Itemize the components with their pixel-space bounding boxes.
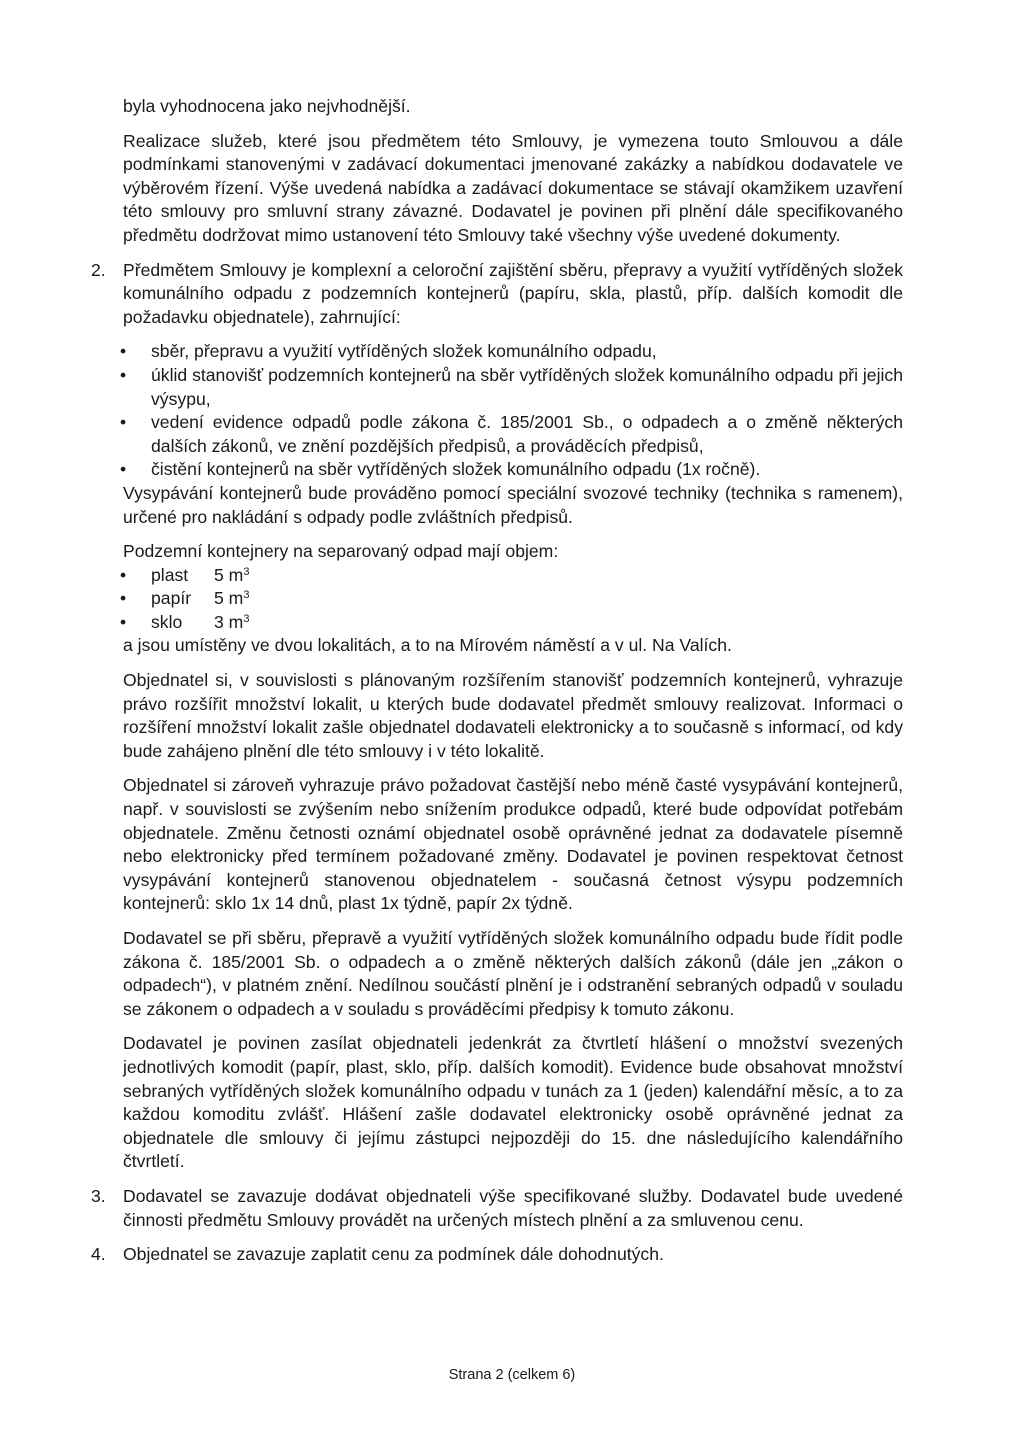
volume-unit-exponent: 3 <box>243 589 250 602</box>
item-number: 2. <box>91 259 106 280</box>
item-number: 4. <box>91 1244 106 1265</box>
page-footer: Strana 2 (celkem 6) <box>448 1367 576 1383</box>
volume-type: sklo <box>151 611 183 632</box>
paragraph-service-scope: Realizace služeb, které jsou předmětem této Smlouvy, je vymezena touto Smlouvou a dále podmínkami stanovenými v zadávací dokumentaci jmenované zakázky a nabídkou dodavatele ve výběrovém řízení. Výše uvedená nabídka a zadávací dokumentace se stávají okamžikem uzavření této smlouvy pro smluvní strany závazné. Dodavatel je povinen při plnění dále specifikovaného předmětu dodržovat mimo ustanovení této Smlouvy také všechny výše uvedené dokumenty. <box>123 130 903 245</box>
volume-type: papír <box>151 588 192 609</box>
paragraph-emptying: Vysypávání kontejnerů bude prováděno pomocí speciální svozové techniky (technika s ramenem), určené pro nakládání s odpady podle zvláštních předpisů. <box>123 482 903 527</box>
paragraph-volume-intro: Podzemní kontejnery na separovaný odpad mají objem: <box>123 541 559 562</box>
list-item <box>91 564 903 588</box>
list-item: • vedení evidence odpadů podle zákona č. 185/2001 Sb., o odpadech a o změně některých dalších zákonů, ve znění pozdějších předpisů, a prováděcích předpisů, <box>91 411 903 458</box>
services-list <box>91 340 903 482</box>
list-item <box>91 587 903 611</box>
list-item: • čistění kontejnerů na sběr vytříděných složek komunálního odpadu (1x ročně). <box>91 458 903 482</box>
item-4-text: Objednatel se zavazuje zaplatit cenu za podmínek dále dohodnutých. <box>123 1244 664 1265</box>
paragraph-frequency: Objednatel si zároveň vyhrazuje právo požadovat častější nebo méně časté vysypávání kontejnerů, např. v souvislosti se zvýšením nebo snížením produkce odpadů, které bude odpovídat potřebám objednatele. Změnu četnosti oznámí objednatel osobě oprávněné jednat za dodavatele písemně nebo elektronicky před termínem požadované změny. Dodavatel je povinen respektovat četnost vysypávání kontejnerů stanovenou objednatelem - současná četnost výsypu podzemních kontejnerů: sklo 1x 14 dnů, plast 1x týdně, papír 2x týdně. <box>123 775 903 914</box>
volume-value: 5 m <box>214 588 244 609</box>
list-item <box>91 611 903 635</box>
list-item: • sběr, přepravu a využití vytříděných složek komunálního odpadu, <box>91 340 903 364</box>
volume-unit-exponent: 3 <box>243 612 250 625</box>
paragraph-continuation: byla vyhodnocena jako nejvhodnější. <box>123 96 411 116</box>
list-item: • úklid stanovišť podzemních kontejnerů na sběr vytříděných složek komunálního odpadu při jejich výsypu, <box>91 364 903 411</box>
volume-unit-exponent: 3 <box>243 565 250 578</box>
volume-value: 5 m <box>214 564 244 585</box>
paragraph-location: a jsou umístěny ve dvou lokalitách, a to na Mírovém náměstí a v ul. Na Valích. <box>123 635 732 656</box>
volume-list <box>91 564 903 635</box>
paragraph-extension: Objednatel si, v souvislosti s plánovaným rozšířením stanovišť podzemních kontejnerů, vyhrazuje právo rozšířit množství lokalit, u kterých bude dodavatel předmět smlouvy realizovat. Informaci o rozšíření množství lokalit zašle objednatel dodavateli elektronicky a to současně s informací, od kdy bude zahájeno plnění dle této smlouvy i v této lokalitě. <box>123 670 903 761</box>
paragraph-reporting: Dodavatel je povinen zasílat objednateli jedenkrát za čtvrtletí hlášení o množství svezených jednotlivých komodit (papír, plast, sklo, příp. dalších komodit). Evidence bude obsahovat množství sebraných vytříděných složek komunálního odpadu v tunách za 1 (jeden) kalendářní měsíc, a to za každou komoditu zvlášť. Hlášení zašle dodavatel elektronicky osobě oprávněné jednat za objednatele dle smlouvy či jejímu zástupci nejpozději do 15. dne následujícího kalendářního čtvrtletí. <box>123 1033 903 1172</box>
paragraph-law: Dodavatel se při sběru, přepravě a využití vytříděných složek komunálního odpadu bude řídit podle zákona č. 185/2001 Sb. o odpadech a o změně některých dalších zákonů (dále jen „zákon o odpadech“), v platném znění. Nedílnou součástí plnění je i odstranění sebraných odpadů v souladu se zákonem o odpadech a v souladu s prováděcími předpisy k tomuto zákonu. <box>123 928 903 1019</box>
contract-item-3 <box>91 1185 903 1232</box>
contract-item-4 <box>91 1243 903 1267</box>
page-content <box>91 95 903 1267</box>
volume-value: 3 m <box>214 611 244 632</box>
item-2-intro: Předmětem Smlouvy je komplexní a celoroční zajištění sběru, přepravy a využití vytříděných složek komunálního odpadu z podzemních kontejnerů (papíru, skla, plastů, příp. dalších komodit dle požadavku objednatele), zahrnující: <box>123 259 903 327</box>
contract-item-2 <box>91 259 903 330</box>
volume-type: plast <box>151 564 189 585</box>
item-3-text: Dodavatel se zavazuje dodávat objednateli výše specifikované služby. Dodavatel bude uvedené činnosti předmětu Smlouvy provádět na určených místech plnění a za smluvenou cenu. <box>123 1185 903 1230</box>
item-number: 3. <box>91 1185 106 1206</box>
